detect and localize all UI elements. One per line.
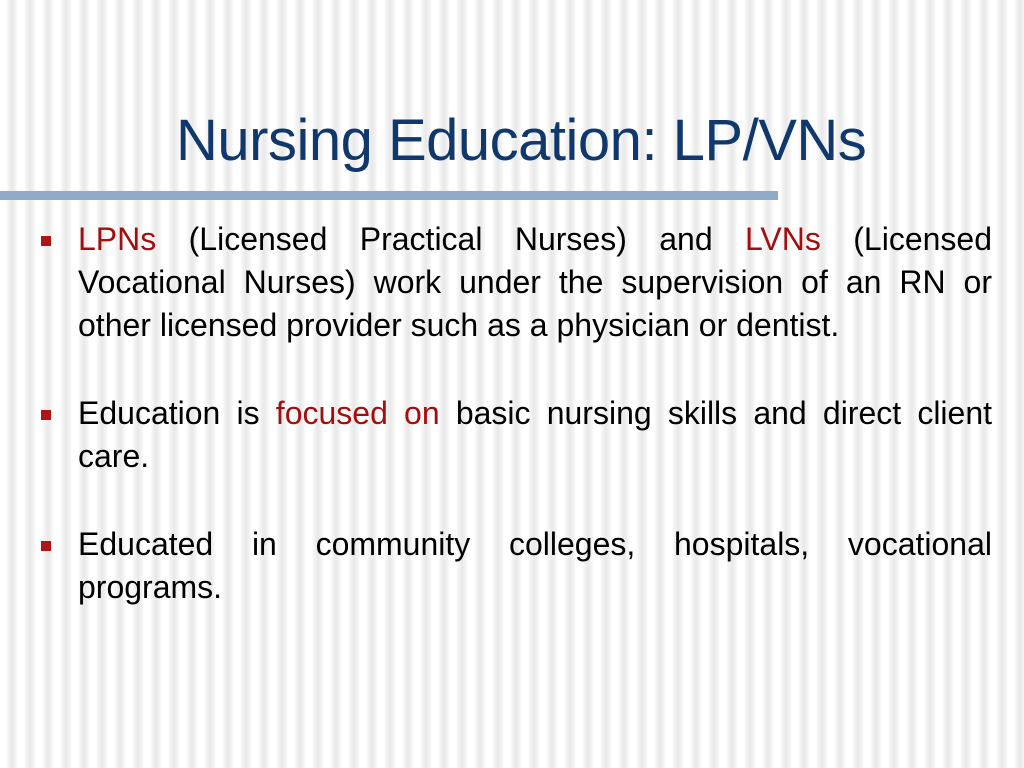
body-text: (Licensed Vocational Nurses) work under the supervision of an RN or other licensed provider such as a physician or dentist.: [78, 221, 993, 343]
highlighted-text: focused on: [275, 395, 440, 431]
body-text: Education is: [78, 395, 276, 431]
square-bullet-icon: [41, 410, 51, 420]
slide-title: Nursing Education: LP/VNs: [176, 108, 867, 173]
highlighted-text: LPNs: [78, 221, 157, 257]
title-underline-rule: [0, 191, 778, 200]
highlighted-text: LVNs: [745, 221, 821, 257]
body-text: (Licensed Practical Nurses) and: [156, 221, 745, 257]
body-text: basic nursing skills and direct client care.: [78, 395, 993, 474]
bullet-item: [40, 392, 992, 478]
square-bullet-icon: [41, 236, 51, 246]
body-text: Educated in community colleges, hospitals, vocational programs.: [78, 526, 992, 605]
bullet-item: [40, 218, 992, 347]
bullet-item: [40, 523, 992, 609]
square-bullet-icon: [41, 541, 51, 551]
bullet-list: [40, 218, 992, 609]
